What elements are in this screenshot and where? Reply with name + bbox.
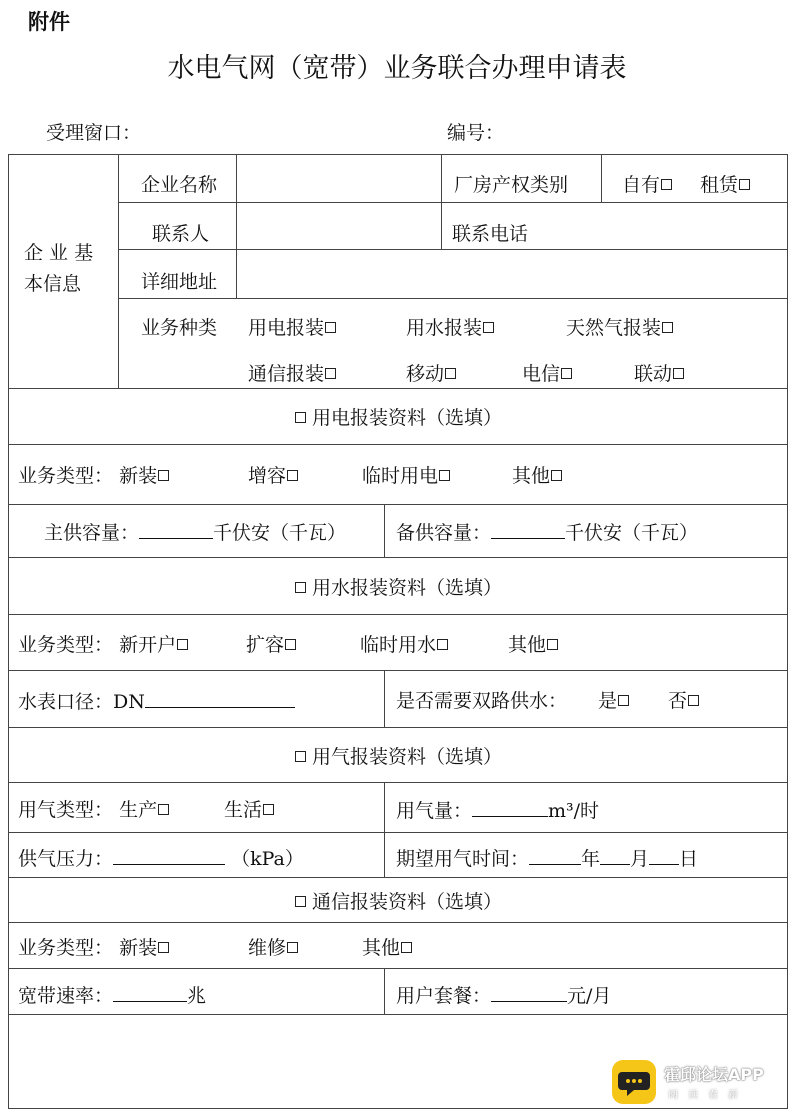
checkbox-icon (547, 639, 558, 650)
checkbox-icon (285, 639, 296, 650)
water-section-heading[interactable]: 用水报装资料（选填） (8, 576, 788, 600)
gas-type-living[interactable]: 生活 (224, 798, 274, 822)
water-type-expand[interactable]: 扩容 (246, 633, 296, 657)
checkbox-icon (662, 322, 673, 333)
gas-pressure-row: 供气压力： （kPa） (18, 848, 304, 870)
company-name-label: 企业名称 (141, 174, 218, 196)
checkbox-icon (439, 470, 450, 481)
water-type-temporary[interactable]: 临时用水 (360, 633, 448, 657)
business-type-label: 业务种类 (141, 317, 218, 339)
electric-type-row: 业务类型： 新装 (18, 464, 169, 488)
checkbox-icon (561, 368, 572, 379)
checkbox-icon (177, 639, 188, 650)
main-capacity-row: 主供容量： 千伏安（千瓦） (44, 522, 347, 544)
electric-type-expand[interactable]: 增容 (248, 464, 298, 488)
phone-field[interactable] (600, 204, 785, 248)
backup-capacity-row: 备供容量： 千伏安（千瓦） (396, 522, 699, 544)
checkbox-icon (739, 179, 750, 190)
checkbox-icon (445, 368, 456, 379)
company-section-label-line2: 本信息 (24, 273, 82, 295)
watermark-title: 霍邱论坛APP (664, 1065, 764, 1084)
main-capacity-input[interactable] (139, 520, 213, 539)
water-type-row: 业务类型： 新开户 (18, 633, 188, 657)
checkbox-icon (158, 804, 169, 815)
checkbox-icon (325, 368, 336, 379)
telecom-type-repair[interactable]: 维修 (248, 936, 298, 960)
checkbox-icon (287, 942, 298, 953)
dual-supply-yes[interactable]: 是 (598, 689, 629, 713)
attachment-label: 附件 (28, 10, 70, 34)
checkbox-icon (287, 470, 298, 481)
checkbox-icon (437, 639, 448, 650)
company-section-label-line1: 企 业 基 (24, 242, 94, 264)
checkbox-icon (618, 695, 629, 706)
water-type-other[interactable]: 其他 (508, 633, 558, 657)
number-label: 编号： (447, 122, 505, 144)
property-owned-option[interactable]: 自有 (622, 173, 672, 197)
dual-supply-no[interactable]: 否 (668, 689, 699, 713)
address-label: 详细地址 (141, 271, 218, 293)
electric-section-heading[interactable]: 用电报装资料（选填） (8, 406, 788, 430)
electric-type-new[interactable]: 新装 (119, 465, 169, 487)
phone-label: 联系电话 (452, 223, 529, 245)
property-type-label: 厂房产权类别 (454, 174, 569, 196)
business-option-mobile[interactable]: 移动 (406, 362, 456, 386)
user-package-input[interactable] (491, 983, 567, 1002)
user-package-row: 用户套餐： 元/月 (396, 985, 612, 1007)
address-field[interactable] (238, 251, 785, 296)
water-type-new-account[interactable]: 新开户 (119, 634, 188, 656)
gas-year-input[interactable] (529, 846, 581, 865)
checkbox-icon (158, 942, 169, 953)
contact-label: 联系人 (152, 223, 210, 245)
checkbox-icon (295, 896, 306, 907)
checkbox-icon (551, 470, 562, 481)
gas-type-row: 用气类型： 生产 (18, 798, 169, 822)
checkbox-icon (688, 695, 699, 706)
business-option-telecom[interactable]: 通信报装 (248, 362, 336, 386)
gas-section-heading[interactable]: 用气报装资料（选填） (8, 745, 788, 769)
checkbox-icon (263, 804, 274, 815)
backup-capacity-input[interactable] (491, 520, 565, 539)
gas-month-input[interactable] (600, 846, 630, 865)
checkbox-icon (483, 322, 494, 333)
business-option-telecom-carrier[interactable]: 电信 (522, 362, 572, 386)
telecom-section-heading[interactable]: 通信报装资料（选填） (8, 890, 788, 914)
dual-supply-label: 是否需要双路供水： (396, 690, 568, 712)
checkbox-icon (295, 412, 306, 423)
app-watermark (612, 1056, 788, 1108)
chat-bubble-icon (612, 1060, 656, 1104)
gas-pressure-input[interactable] (113, 846, 225, 865)
broadband-speed-input[interactable] (113, 983, 187, 1002)
broadband-speed-row: 宽带速率： 兆 (18, 985, 207, 1007)
gas-day-input[interactable] (649, 846, 679, 865)
checkbox-icon (295, 582, 306, 593)
gas-usage-row: 用气量： m³/时 (396, 800, 600, 822)
checkbox-icon (401, 942, 412, 953)
checkbox-icon (661, 179, 672, 190)
telecom-type-new[interactable]: 新装 (119, 937, 169, 959)
electric-type-temporary[interactable]: 临时用电 (362, 464, 450, 488)
business-option-electric[interactable]: 用电报装 (248, 316, 336, 340)
electric-type-other[interactable]: 其他 (512, 464, 562, 488)
gas-usage-input[interactable] (472, 798, 548, 817)
gas-date-row: 期望用气时间： 年 月 日 (396, 848, 699, 870)
telecom-type-row: 业务类型： 新装 (18, 936, 169, 960)
checkbox-icon (673, 368, 684, 379)
checkbox-icon (295, 751, 306, 762)
gas-type-production[interactable]: 生产 (119, 799, 169, 821)
property-leased-option[interactable]: 租赁 (700, 173, 750, 197)
contact-field[interactable] (238, 204, 439, 248)
business-option-unicom[interactable]: 联动 (634, 362, 684, 386)
company-name-field[interactable] (238, 156, 439, 200)
page-title: 水电气网（宽带）业务联合办理申请表 (167, 53, 627, 84)
checkbox-icon (325, 322, 336, 333)
meter-diameter-input[interactable] (145, 689, 295, 708)
telecom-type-other[interactable]: 其他 (362, 936, 412, 960)
watermark-subtitle: 阅读看新 (668, 1090, 748, 1101)
meter-diameter-row: 水表口径：DN (18, 689, 295, 714)
window-label: 受理窗口： (46, 122, 142, 144)
business-option-water[interactable]: 用水报装 (406, 316, 494, 340)
business-option-gas[interactable]: 天然气报装 (566, 316, 673, 340)
checkbox-icon (158, 470, 169, 481)
